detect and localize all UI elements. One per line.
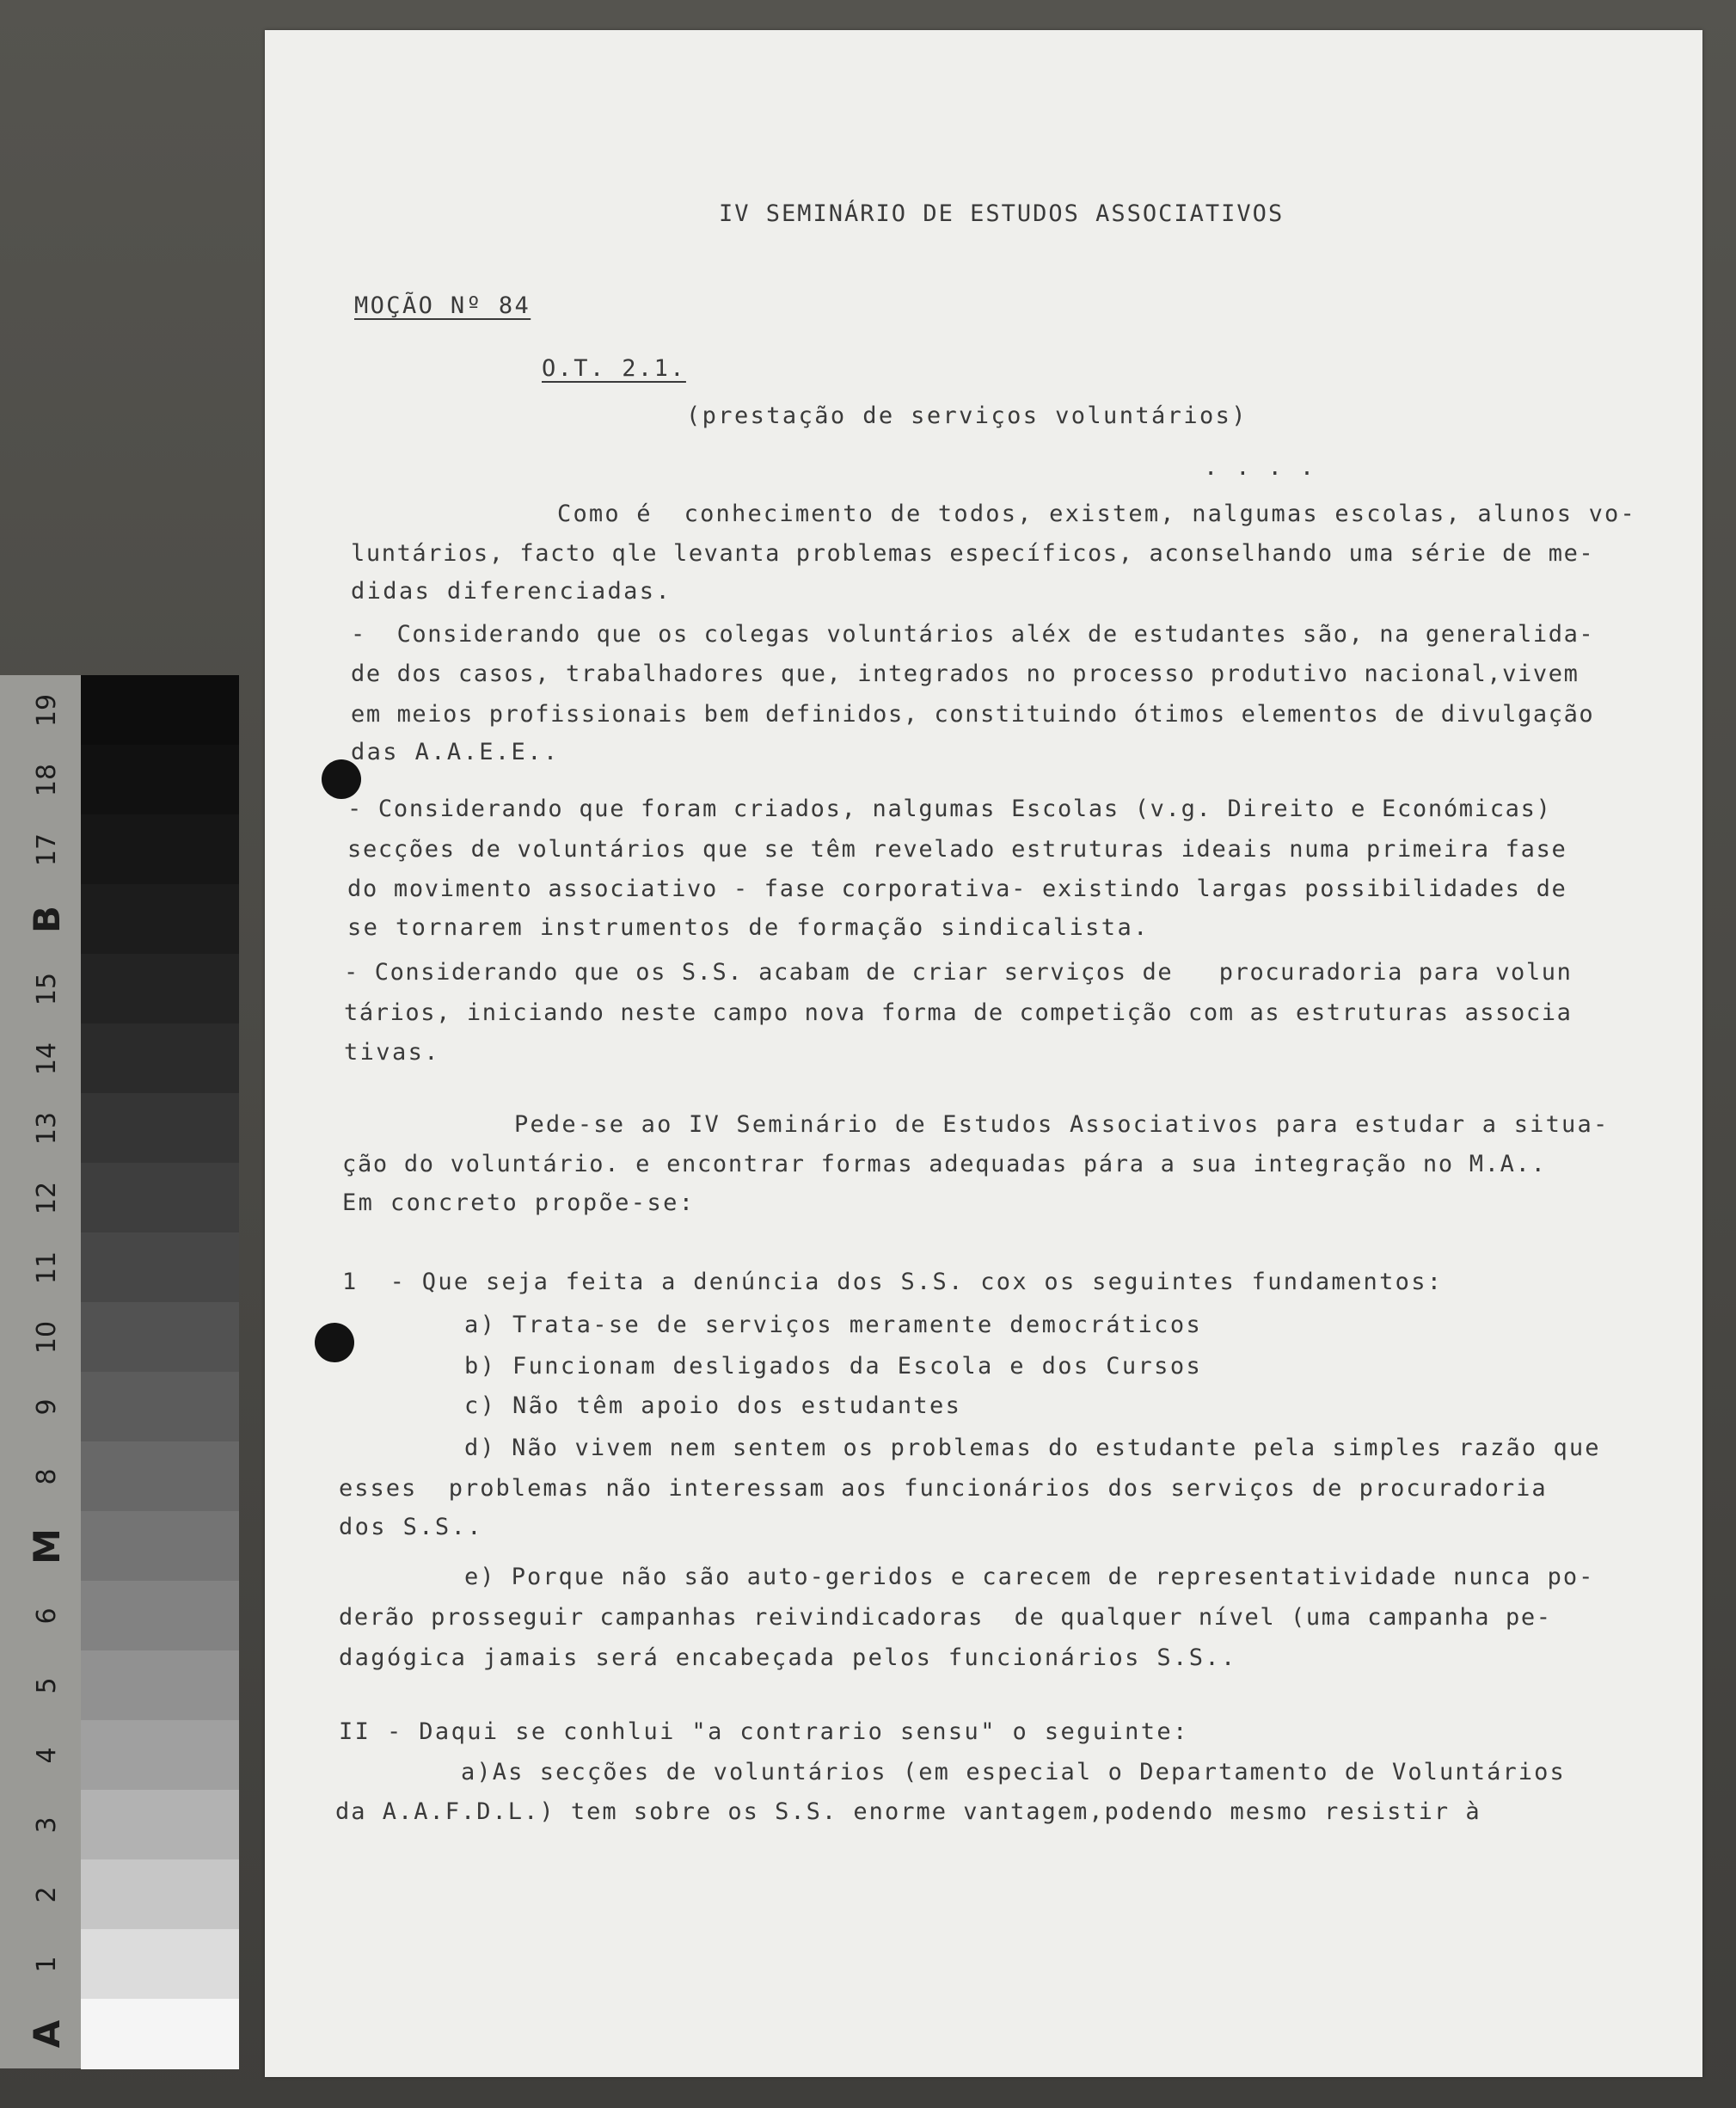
text-line: dagógica jamais será encabeçada pelos funcionários S.S.. [339,1644,1237,1671]
gray-patch [81,1441,239,1512]
text-line: b) Funcionam desligados da Escola e dos Cursos [464,1353,1203,1380]
text-line: ção do voluntário. e encontrar formas adequadas pára a sua integração no M.A.. [342,1151,1547,1177]
color-scale-card [0,675,239,2068]
text-line: Em concreto propõe-se: [342,1189,696,1216]
text-line: d) Não vivem nem sentem os problemas do estudante pela simples razão que [464,1435,1601,1461]
topic-code: O.T. 2.1. [542,355,686,382]
gray-patch [81,1581,239,1651]
text-line: c) Não têm apoio dos estudantes [464,1392,962,1419]
scale-number: 15 [32,972,62,1005]
scale-number: 13 [32,1111,62,1145]
gray-patch [81,1859,239,1930]
scale-number: 3 [32,1816,62,1834]
text-line: derão prosseguir campanhas reivindicadoras de qualquer nível (uma campanha pe- [339,1604,1552,1631]
gray-patch [81,1650,239,1721]
scale-number: B [26,905,68,933]
gray-patch [81,1093,239,1164]
document-title: IV SEMINÁRIO DE ESTUDOS ASSOCIATIVOS [719,200,1285,227]
gray-patch [81,1163,239,1233]
text-line: a)As secções de voluntários (em especial o Departamento de Voluntários [461,1759,1566,1785]
scale-number: 12 [32,1181,62,1214]
text-line: 1 - Que seja feita a denúncia dos S.S. cox os seguintes fundamentos: [342,1269,1444,1295]
document-page [265,30,1702,2077]
text-line: tivas. [344,1039,440,1066]
text-line: Pede-se ao IV Seminário de Estudos Associativos para estudar a situa- [514,1111,1610,1138]
text-line: esses problemas não interessam aos funcionários dos serviços de procuradoria [339,1475,1548,1502]
scale-number: 11 [32,1251,62,1284]
text-line: da A.A.F.D.L.) tem sobre os S.S. enorme vantagem,podendo mesmo resistir à [335,1798,1481,1825]
text-line: II - Daqui se conhlui "a contrario sensu" o seguinte: [339,1718,1189,1745]
scale-number: M [26,1527,68,1564]
text-line: dos S.S.. [339,1514,483,1540]
scale-number: 17 [32,833,62,866]
ellipsis-mark: . . . . [1204,454,1316,481]
gray-patch [81,954,239,1024]
gray-patch [81,1720,239,1791]
topic-subtitle: (prestação de serviços voluntários) [686,403,1248,429]
gray-patch [81,675,239,746]
gray-patch [81,884,239,955]
scale-number: 6 [32,1607,62,1625]
text-line: das A.A.E.E.. [351,739,560,765]
scale-number: 4 [32,1746,62,1764]
gray-patch [81,1372,239,1442]
punch-hole-bottom [315,1323,354,1362]
scale-number: 1 [32,1955,62,1973]
gray-patch [81,1302,239,1373]
text-line: se tornarem instrumentos de formação sindicalista. [347,914,1150,941]
scale-number: 8 [32,1467,62,1485]
text-line: e) Porque não são auto-geridos e carecem de representatividade nunca po- [464,1564,1595,1590]
text-line: didas diferenciadas. [351,578,672,605]
text-line: secções de voluntários que se têm revelado estruturas ideais numa primeira fase [347,836,1567,863]
scale-number: A [26,2019,68,2048]
grayscale-patches [81,675,239,2068]
gray-patch [81,814,239,885]
scale-number: 14 [32,1042,62,1075]
text-line: tários, iniciando neste campo nova forma de competição com as estruturas associa [344,999,1573,1026]
gray-patch [81,1511,239,1582]
scale-number: 18 [32,763,62,796]
scale-numbers [0,675,79,2068]
scale-number: 19 [32,693,62,727]
text-line: - Considerando que os S.S. acabam de criar serviços de procuradoria para volun [344,959,1573,986]
text-line: luntários, facto qle levanta problemas específicos, aconselhando uma série de me- [351,540,1595,567]
scale-number: 10 [32,1320,62,1354]
gray-patch [81,1929,239,2000]
scale-number: 5 [32,1676,62,1694]
gray-patch [81,745,239,815]
gray-patch [81,1023,239,1094]
gray-patch [81,1999,239,2069]
text-line: do movimento associativo - fase corporativa- existindo largas possibilidades de [347,876,1567,902]
scale-number: 2 [32,1885,62,1903]
text-line: Como é conhecimento de todos, existem, nalgumas escolas, alunos vo- [557,501,1636,527]
text-line: a) Trata-se de serviços meramente democráticos [464,1312,1203,1338]
scale-number: 9 [32,1398,62,1416]
gray-patch [81,1232,239,1303]
text-line: de dos casos, trabalhadores que, integrados no processo produtivo nacional,vivem [351,661,1580,687]
gray-patch [81,1790,239,1860]
text-line: - Considerando que os colegas voluntários aléx de estudantes são, na generalida- [351,621,1595,648]
text-line: em meios profissionais bem definidos, constituindo ótimos elementos de divulgação [351,701,1595,728]
text-line: - Considerando que foram criados, nalgumas Escolas (v.g. Direito e Económicas) [347,796,1552,822]
motion-number: MOÇÃO Nº 84 [354,292,531,319]
